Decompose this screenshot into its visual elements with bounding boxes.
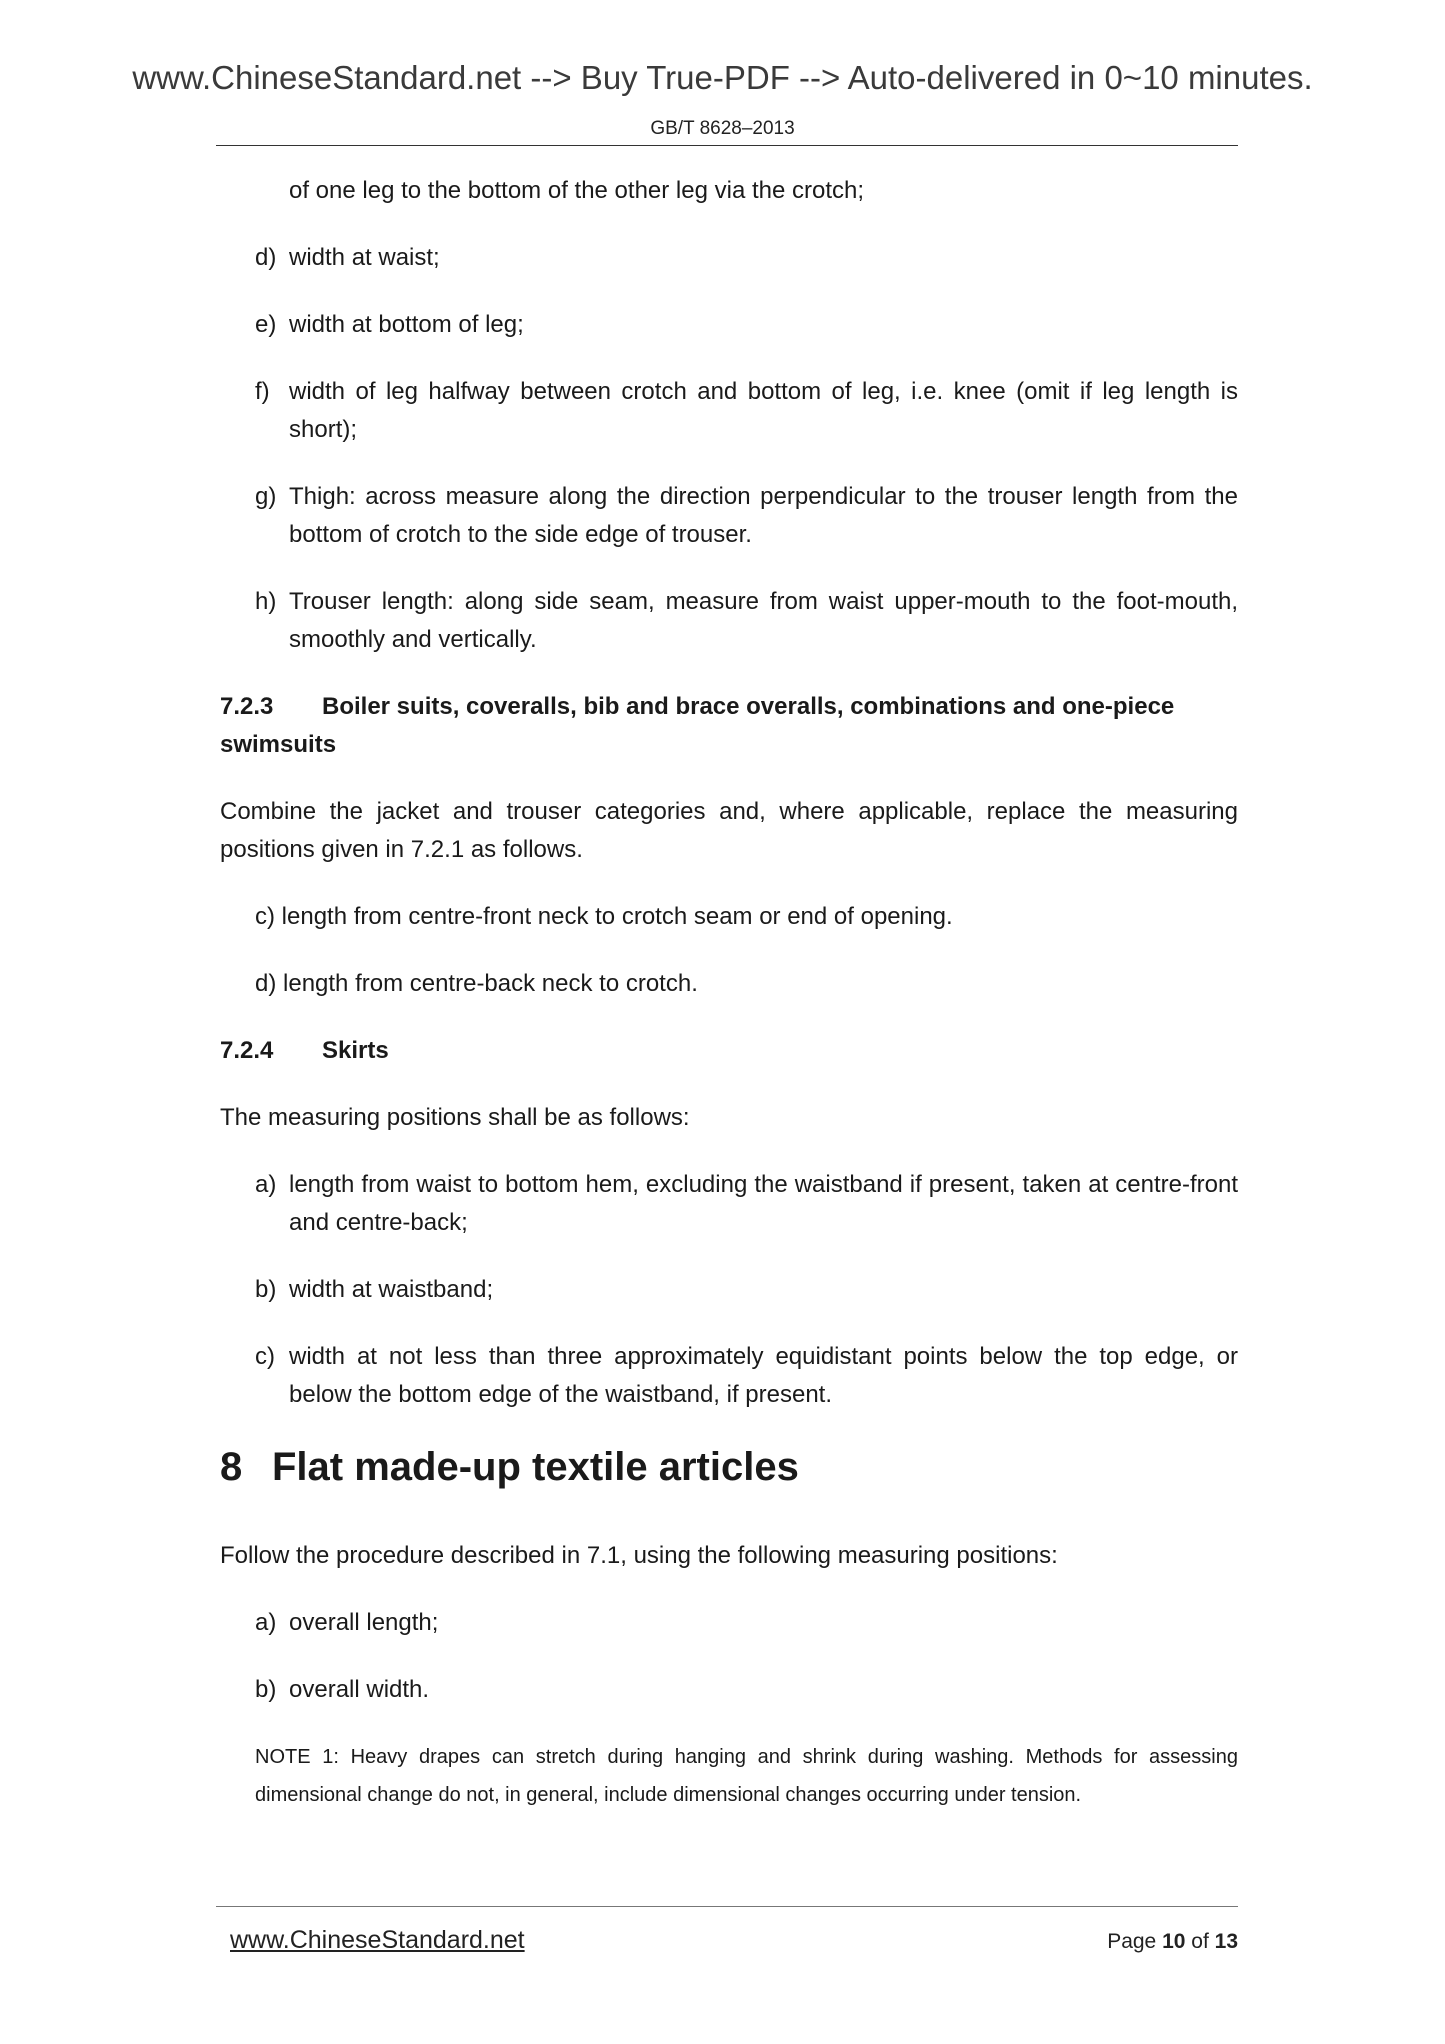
section-heading-7-2-3: [220, 688, 1238, 764]
list-item-c: [220, 1338, 1238, 1414]
list-item-label: a): [255, 1609, 277, 1636]
page-number: 10: [1162, 1930, 1186, 1953]
list-item-text: width at not less than three approximately equidistant points below the top edge, or below the bottom edge of the waistband, if present.: [289, 1343, 1238, 1408]
section-number: 8: [220, 1445, 243, 1489]
list-item-text: Trouser length: along side seam, measure from waist upper-mouth to the foot-mouth, smoothly and vertically.: [289, 588, 1238, 653]
list-item-text: width at waist;: [289, 244, 440, 271]
list-item-label: f): [255, 378, 270, 405]
list-item-text: overall width.: [289, 1676, 430, 1703]
list-item-b: [220, 1671, 1238, 1709]
list-item-label: a): [255, 1171, 277, 1198]
list-item-text: width of leg halfway between crotch and bottom of leg, i.e. knee (omit if leg length is short);: [289, 378, 1238, 443]
list-item-label: b): [255, 1676, 277, 1703]
list-item-text: overall length;: [289, 1609, 439, 1636]
page-indicator: [1107, 1930, 1238, 1954]
note: NOTE 1: Heavy drapes can stretch during hanging and shrink during washing. Methods for assessing dimensional change do not, in general, include dimensional changes occurring under tension.: [255, 1746, 1238, 1806]
footer-divider: [216, 1906, 1238, 1907]
list-item-h: [220, 583, 1238, 659]
list-item-e: [220, 306, 1238, 344]
section-heading-7-2-4: [220, 1032, 1238, 1070]
list-item-d: [220, 239, 1238, 277]
list-item-b: [220, 1271, 1238, 1309]
list-item-a: [220, 1604, 1238, 1642]
section-number: 7.2.3: [220, 693, 274, 720]
paragraph: Follow the procedure described in 7.1, using the following measuring positions:: [220, 1542, 1058, 1569]
list-item-f: [220, 373, 1238, 449]
header-banner: www.ChineseStandard.net --> Buy True-PDF --> Auto-delivered in 0~10 minutes.: [132, 59, 1313, 96]
section-title: Boiler suits, coveralls, bib and brace overalls, combinations and one-piece swimsuits: [220, 693, 1175, 758]
paragraph: The measuring positions shall be as follows:: [220, 1104, 690, 1131]
list-item-text: length from waist to bottom hem, excluding the waistband if present, taken at centre-front and centre-back;: [289, 1171, 1238, 1236]
list-item-text: width at bottom of leg;: [289, 311, 524, 338]
list-item: d) length from centre-back neck to crotch.: [255, 970, 698, 997]
list-item-label: h): [255, 588, 277, 615]
list-item-label: d): [255, 244, 277, 271]
list-item-label: c): [255, 1343, 275, 1370]
list-item-label: b): [255, 1276, 277, 1303]
list-item-g: [220, 478, 1238, 554]
section-title: Skirts: [322, 1037, 389, 1064]
list-item-text: Thigh: across measure along the direction perpendicular to the trouser length from the bottom of crotch to the side edge of trouser.: [289, 483, 1238, 548]
list-item-c-continuation: [220, 172, 1238, 210]
header-divider: [216, 145, 1238, 146]
paragraph: Combine the jacket and trouser categories and, where applicable, replace the measuring positions given in 7.2.1 as follows.: [220, 798, 1238, 863]
list-item-a: [220, 1166, 1238, 1242]
list-item-label: e): [255, 311, 277, 338]
page-prefix: Page: [1107, 1930, 1157, 1953]
footer-website-link[interactable]: www.ChineseStandard.net: [230, 1926, 525, 1954]
list-item: c) length from centre-front neck to crotch seam or end of opening.: [255, 903, 953, 930]
section-heading-8: [220, 1443, 1238, 1491]
document-body: [220, 172, 1238, 1814]
list-item-label: g): [255, 483, 277, 510]
standard-code: GB/T 8628–2013: [650, 118, 795, 139]
section-title: Flat made-up textile articles: [272, 1445, 799, 1489]
list-item-text: of one leg to the bottom of the other leg via the crotch;: [289, 177, 865, 204]
section-number: 7.2.4: [220, 1037, 274, 1064]
page-total: 13: [1214, 1930, 1238, 1953]
list-item-text: width at waistband;: [289, 1276, 494, 1303]
page-of: of: [1191, 1930, 1209, 1953]
